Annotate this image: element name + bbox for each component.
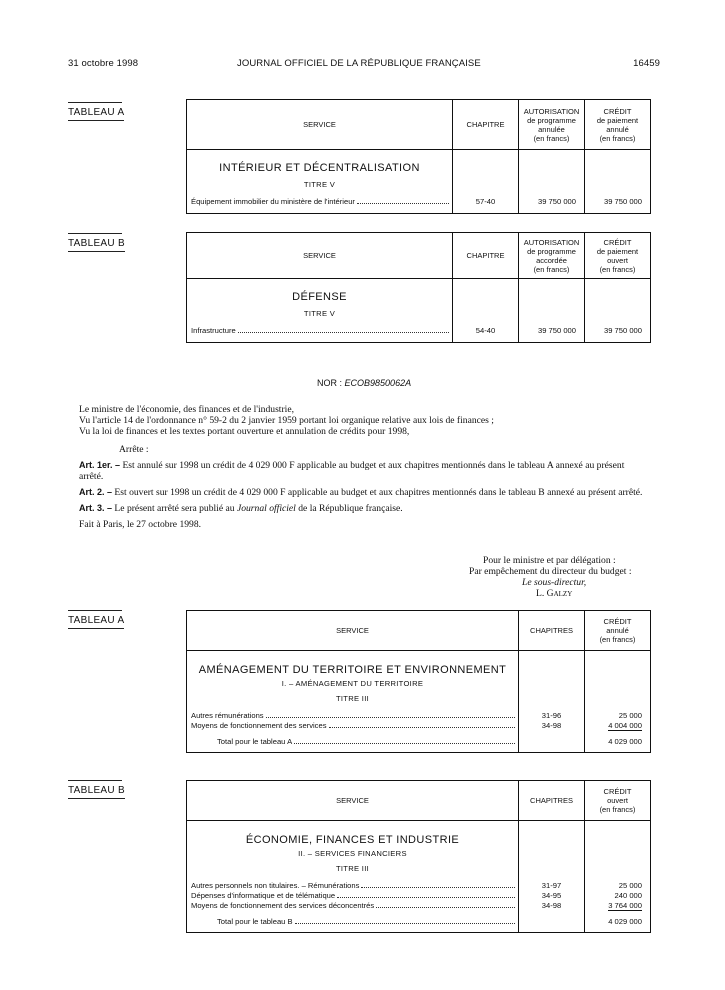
header-date: 31 octobre 1998 bbox=[68, 58, 139, 69]
table4 bbox=[186, 780, 651, 933]
table1 bbox=[186, 99, 651, 214]
table-row: Autres rémunérations 31-96 25 000 bbox=[187, 703, 651, 721]
table2-tag: TABLEAU B bbox=[68, 238, 125, 252]
table4-col-service: SERVICE bbox=[187, 781, 519, 821]
table4-tag: TABLEAU B bbox=[68, 785, 125, 799]
text-line: Vu l'article 14 de l'ordonnance n° 59-2 du 2 janvier 1959 portant loi organique relative aux lois de finances ; bbox=[79, 415, 494, 426]
signature-line-1: Pour le ministre et par délégation : bbox=[483, 555, 616, 566]
table2-col-autorisation: AUTORISATION de programme accordée (en francs) bbox=[519, 233, 585, 279]
table-row: Moyens de fonctionnement des services 34-98 4 004 000 bbox=[187, 721, 651, 731]
table1-col-autorisation: AUTORISATION de programme annulée (en francs) bbox=[519, 100, 585, 150]
table2 bbox=[186, 232, 651, 343]
table3-col-service: SERVICE bbox=[187, 611, 519, 651]
table2-col-chapitre: CHAPITRE bbox=[453, 233, 519, 279]
table1-titre: TITRE V bbox=[187, 174, 453, 189]
table4-col-chapitres: CHAPITRES bbox=[519, 781, 585, 821]
table3-titre: TITRE III bbox=[187, 688, 519, 703]
text-line: Vu la loi de finances et les textes portant ouverture et annulation de crédits pour 1998, bbox=[79, 426, 410, 437]
table-row: Équipement immobilier du ministère de l'intérieur 57-40 39 750 000 39 750 000 bbox=[187, 189, 651, 214]
table2-col-credit: CRÉDIT de paiement ouvert (en francs) bbox=[585, 233, 651, 279]
article-2: Art. 2. – Est ouvert sur 1998 un crédit de 4 029 000 F applicable au budget et aux chapitres mentionnés dans le tableau B annexé au présent arrêté. bbox=[79, 487, 643, 498]
table-total-row: Total pour le tableau A 4 029 000 bbox=[187, 731, 651, 753]
header-journal-title: JOURNAL OFFICIEL DE LA RÉPUBLIQUE FRANÇAISE bbox=[237, 58, 481, 69]
signature-name: L. Galzy bbox=[536, 588, 573, 599]
table-total-row: Total pour le tableau B 4 029 000 bbox=[187, 911, 651, 933]
table4-subtitle: II. – SERVICES FINANCIERS bbox=[187, 846, 519, 858]
table2-col-service: SERVICE bbox=[187, 233, 453, 279]
table1-title: INTÉRIEUR ET DÉCENTRALISATION bbox=[187, 150, 453, 175]
table1-col-service: SERVICE bbox=[187, 100, 453, 150]
header-page-number: 16459 bbox=[633, 58, 660, 69]
table3-title: AMÉNAGEMENT DU TERRITOIRE ET ENVIRONNEMENT bbox=[187, 651, 519, 677]
table3-tag: TABLEAU A bbox=[68, 615, 124, 629]
table4-title: ÉCONOMIE, FINANCES ET INDUSTRIE bbox=[187, 821, 519, 847]
table3-col-chapitres: CHAPITRES bbox=[519, 611, 585, 651]
table4-col-credit: CRÉDIT ouvert (en francs) bbox=[585, 781, 651, 821]
table-row: Dépenses d'informatique et de télématique 34-95 240 000 bbox=[187, 891, 651, 901]
table-row: Autres personnels non titulaires. – Rémunérations 31-97 25 000 bbox=[187, 873, 651, 891]
table1-col-credit: CRÉDIT de paiement annulé (en francs) bbox=[585, 100, 651, 150]
table4-titre: TITRE III bbox=[187, 858, 519, 873]
table-row: Infrastructure 54-40 39 750 000 39 750 000 bbox=[187, 318, 651, 343]
table2-title: DÉFENSE bbox=[187, 279, 453, 304]
fait-a-paris: Fait à Paris, le 27 octobre 1998. bbox=[79, 519, 202, 530]
decree-text bbox=[79, 404, 650, 530]
arrete: Arrête : bbox=[119, 444, 149, 455]
table2-titre: TITRE V bbox=[187, 303, 453, 318]
table-row: Moyens de fonctionnement des services déconcentrés 34-98 3 764 000 bbox=[187, 901, 651, 911]
table1-col-chapitre: CHAPITRE bbox=[453, 100, 519, 150]
table3-subtitle: I. – AMÉNAGEMENT DU TERRITOIRE bbox=[187, 676, 519, 688]
table3-col-credit: CRÉDIT annulé (en francs) bbox=[585, 611, 651, 651]
table3 bbox=[186, 610, 651, 753]
text-line: Le ministre de l'économie, des finances et de l'industrie, bbox=[79, 404, 294, 415]
signature-line-2: Par empêchement du directeur du budget : bbox=[469, 566, 632, 577]
signature-title: Le sous-directur, bbox=[522, 577, 587, 588]
article-1: Art. 1er. – Est annulé sur 1998 un crédit de 4 029 000 F applicable au budget et aux chapitres mentionnés dans le tableau A annexé au présent arrêté. bbox=[79, 460, 625, 482]
table1-tag: TABLEAU A bbox=[68, 107, 124, 121]
article-3: Art. 3. – Le présent arrêté sera publié au Journal officiel de la République française. bbox=[79, 503, 403, 514]
nor-reference: NOR : ECOB9850062A bbox=[317, 378, 412, 388]
